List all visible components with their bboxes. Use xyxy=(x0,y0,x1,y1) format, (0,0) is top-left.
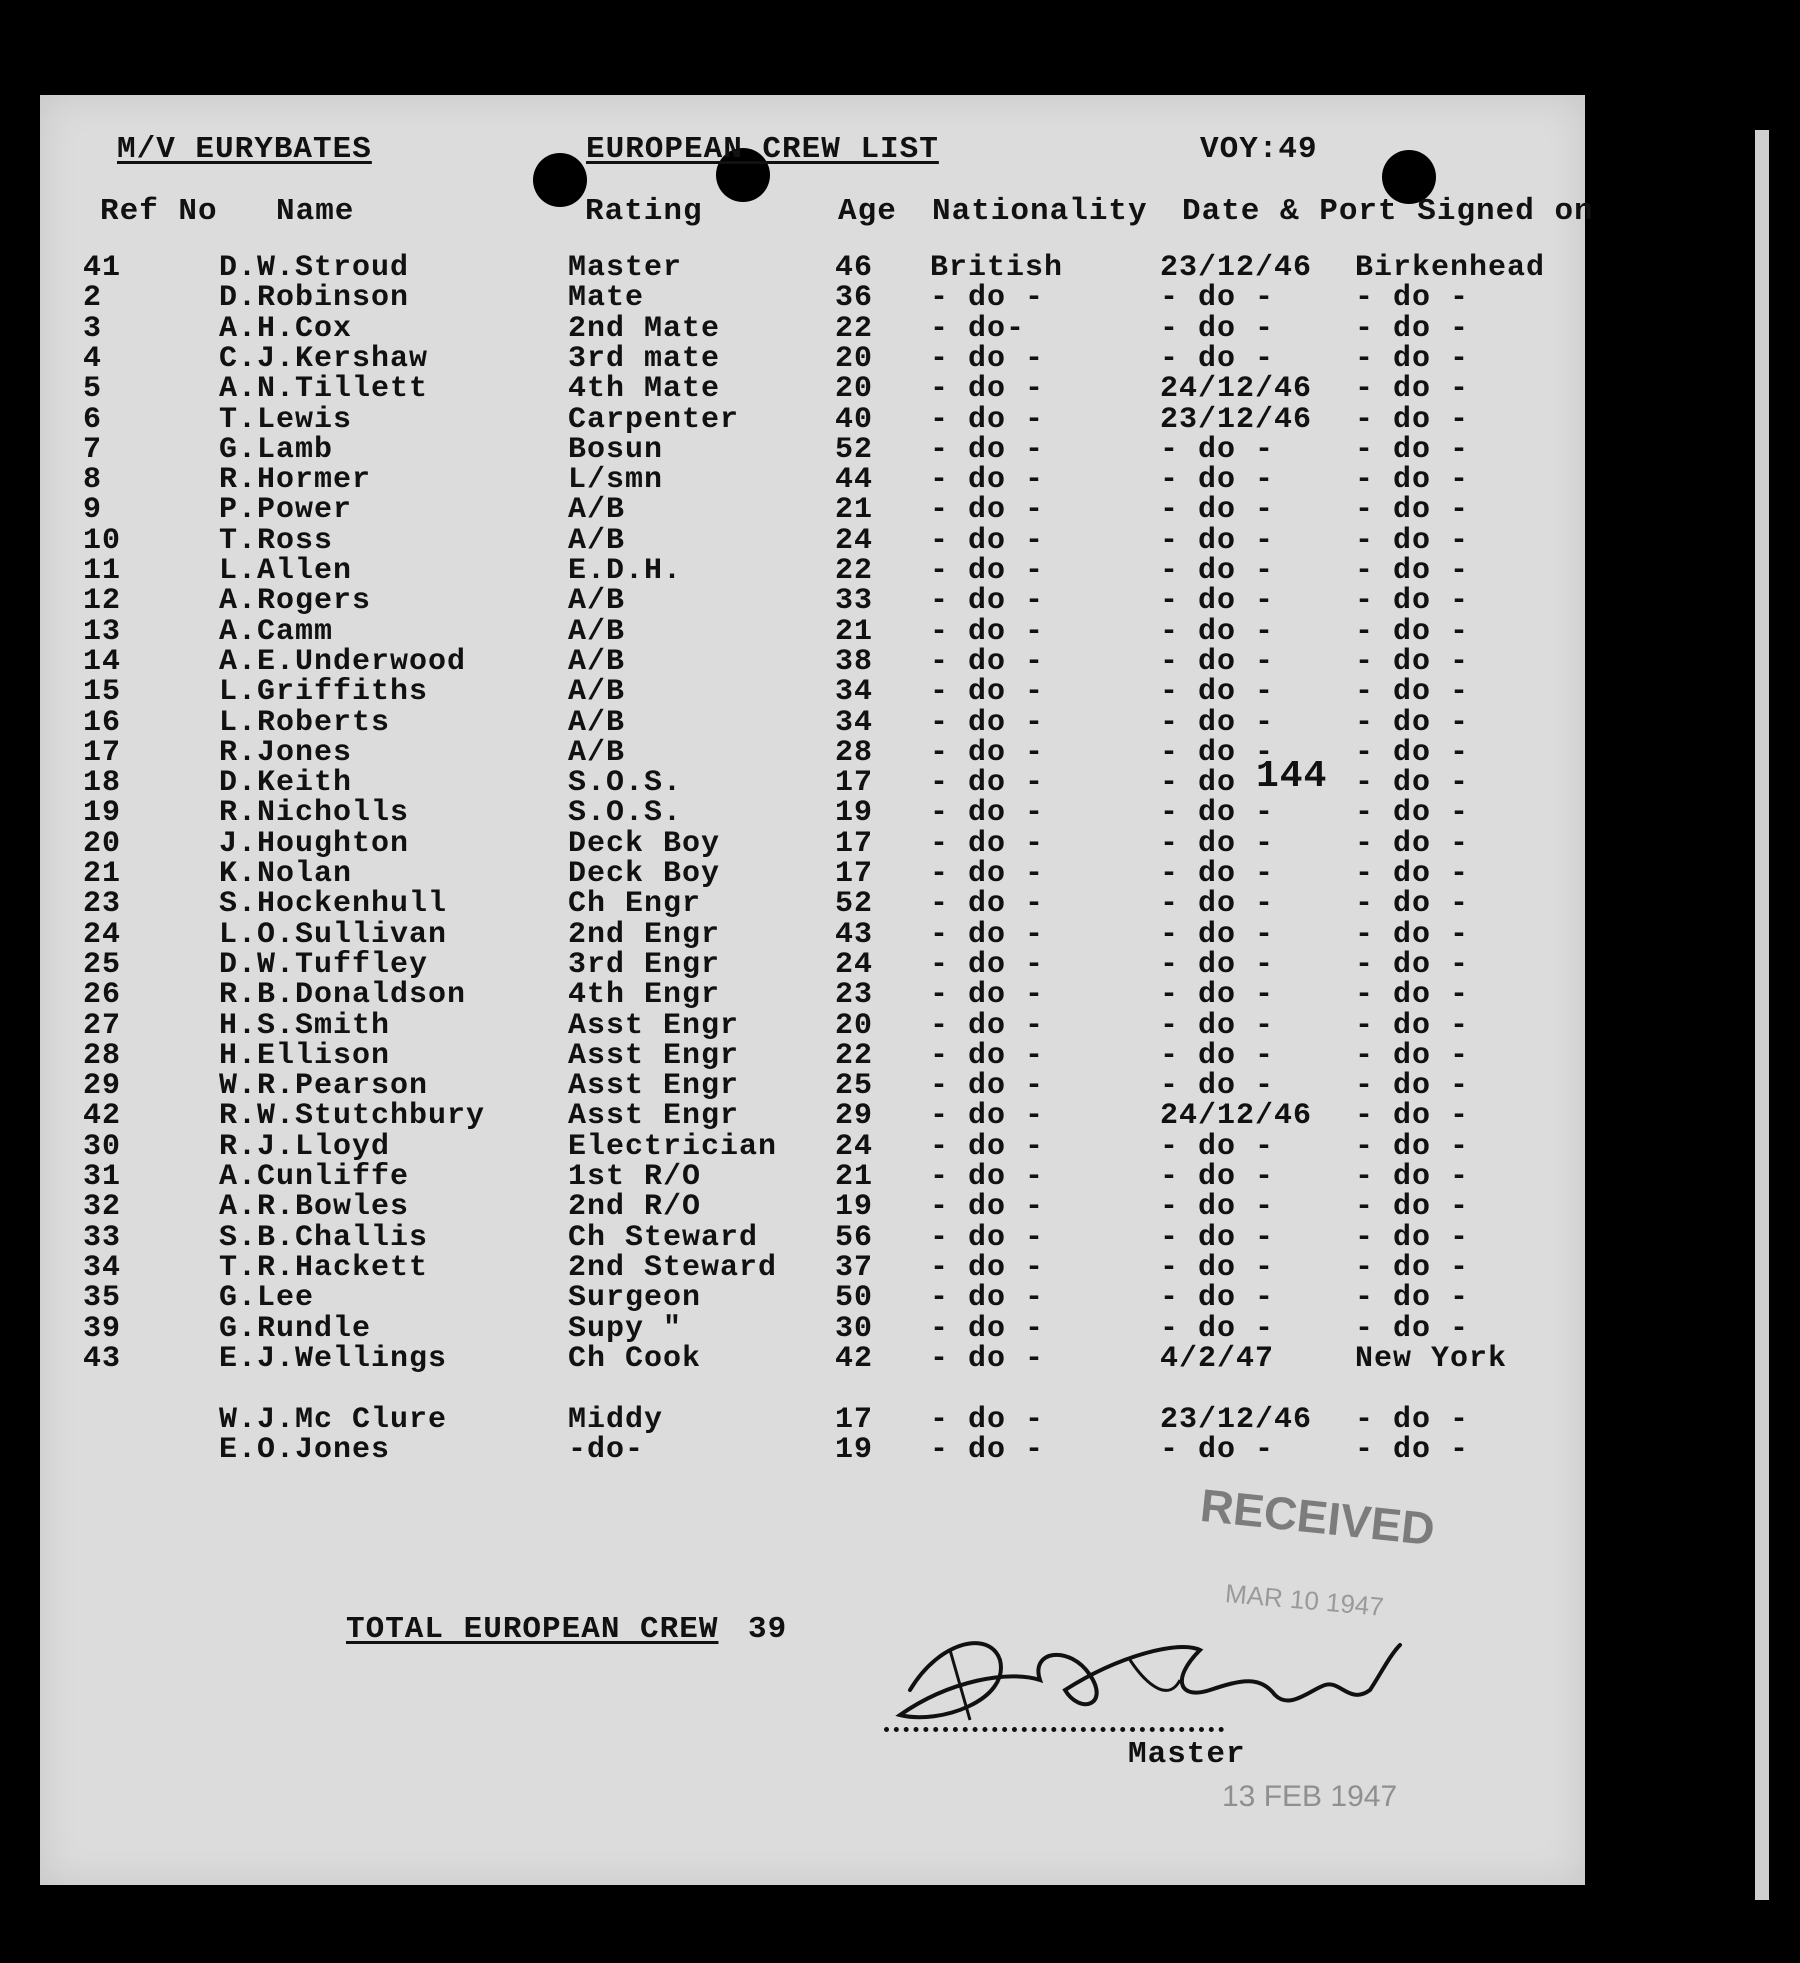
ref-cell: 30 xyxy=(83,1130,122,1164)
port-cell: - do - xyxy=(1355,857,1470,891)
date-cell: 23/12/46 xyxy=(1160,403,1313,437)
port-cell: - do - xyxy=(1355,1403,1470,1437)
rating-cell: Mate xyxy=(568,281,645,315)
port-cell: - do - xyxy=(1355,1281,1470,1315)
nationality-cell: - do - xyxy=(930,463,1045,497)
port-cell: - do - xyxy=(1355,675,1470,709)
adjacent-page-edge xyxy=(1755,130,1769,1900)
ref-cell: 28 xyxy=(83,1039,122,1073)
name-cell: E.O.Jones xyxy=(219,1433,391,1467)
ref-cell: 15 xyxy=(83,675,122,709)
date-cell: - do - xyxy=(1160,1069,1275,1103)
nationality-cell: - do - xyxy=(930,887,1045,921)
age-cell: 20 xyxy=(835,1009,874,1043)
ref-cell: 39 xyxy=(83,1312,122,1346)
port-cell: - do - xyxy=(1355,1190,1470,1224)
ref-cell: 2 xyxy=(83,281,103,315)
nationality-cell: - do - xyxy=(930,1342,1045,1376)
nationality-cell: - do - xyxy=(930,1251,1045,1285)
name-cell: L.O.Sullivan xyxy=(219,918,448,952)
age-cell: 29 xyxy=(835,1099,874,1133)
name-cell: D.Keith xyxy=(219,766,353,800)
rating-cell: A/B xyxy=(568,645,626,679)
age-cell: 30 xyxy=(835,1312,874,1346)
date-cell: - do - xyxy=(1160,1190,1275,1224)
rating-cell: Master xyxy=(568,251,683,285)
name-cell: R.J.Lloyd xyxy=(219,1130,391,1164)
ref-cell: 4 xyxy=(83,342,103,376)
rating-cell: L/smn xyxy=(568,463,664,497)
nationality-cell: - do - xyxy=(930,736,1045,770)
port-cell: - do - xyxy=(1355,796,1470,830)
date-cell: - do - xyxy=(1160,1312,1275,1346)
name-cell: G.Lamb xyxy=(219,433,334,467)
nationality-cell: - do - xyxy=(930,1130,1045,1164)
col-ref-no: Ref No xyxy=(100,194,218,229)
age-cell: 34 xyxy=(835,706,874,740)
age-cell: 21 xyxy=(835,615,874,649)
port-cell: - do - xyxy=(1355,524,1470,558)
name-cell: L.Allen xyxy=(219,554,353,588)
rating-cell: A/B xyxy=(568,493,626,527)
col-nationality: Nationality xyxy=(932,194,1148,229)
nationality-cell: - do - xyxy=(930,524,1045,558)
total-value: 39 xyxy=(748,1612,788,1647)
date-cell: - do - xyxy=(1160,433,1275,467)
age-cell: 17 xyxy=(835,1403,874,1437)
ref-cell: 25 xyxy=(83,948,122,982)
nationality-cell: - do - xyxy=(930,1190,1045,1224)
name-cell: H.Ellison xyxy=(219,1039,391,1073)
port-cell: - do - xyxy=(1355,1099,1470,1133)
ship-name: M/V EURYBATES xyxy=(117,132,372,167)
total-label: TOTAL EUROPEAN CREW xyxy=(346,1612,719,1647)
ref-cell: 19 xyxy=(83,796,122,830)
name-cell: R.Nicholls xyxy=(219,796,410,830)
age-cell: 50 xyxy=(835,1281,874,1315)
nationality-cell: - do - xyxy=(930,554,1045,588)
nationality-cell: - do - xyxy=(930,766,1045,800)
ref-cell: 6 xyxy=(83,403,103,437)
age-cell: 22 xyxy=(835,312,874,346)
rating-cell: Asst Engr xyxy=(568,1099,740,1133)
rating-cell: 2nd Steward xyxy=(568,1251,778,1285)
port-cell: - do - xyxy=(1355,493,1470,527)
age-cell: 21 xyxy=(835,1160,874,1194)
date-cell: - do - xyxy=(1160,978,1275,1012)
date-cell: - do - xyxy=(1160,706,1275,740)
received-date-stamp: MAR 10 1947 xyxy=(1224,1578,1386,1622)
age-cell: 22 xyxy=(835,1039,874,1073)
rating-cell: 2nd Mate xyxy=(568,312,721,346)
port-cell: - do - xyxy=(1355,1009,1470,1043)
nationality-cell: - do - xyxy=(930,1160,1045,1194)
port-cell: - do - xyxy=(1355,342,1470,376)
ref-cell: 11 xyxy=(83,554,122,588)
nationality-cell: - do - xyxy=(930,1099,1045,1133)
ref-cell: 7 xyxy=(83,433,103,467)
nationality-cell: - do - xyxy=(930,433,1045,467)
ref-cell: 23 xyxy=(83,887,122,921)
rating-cell: 2nd Engr xyxy=(568,918,721,952)
nationality-cell: - do - xyxy=(930,584,1045,618)
age-cell: 21 xyxy=(835,493,874,527)
rating-cell: 2nd R/O xyxy=(568,1190,702,1224)
rating-cell: Deck Boy xyxy=(568,827,721,861)
date-cell: - do - xyxy=(1160,312,1275,346)
port-cell: - do - xyxy=(1355,281,1470,315)
name-cell: W.R.Pearson xyxy=(219,1069,429,1103)
nationality-cell: - do - xyxy=(930,857,1045,891)
name-cell: E.J.Wellings xyxy=(219,1342,448,1376)
ref-cell: 32 xyxy=(83,1190,122,1224)
date-cell: - do - xyxy=(1160,1281,1275,1315)
date-cell: - do - xyxy=(1160,1221,1275,1255)
ref-cell: 34 xyxy=(83,1251,122,1285)
date-cell: - do - xyxy=(1160,796,1275,830)
age-cell: 24 xyxy=(835,1130,874,1164)
port-cell: - do - xyxy=(1355,736,1470,770)
name-cell: K.Nolan xyxy=(219,857,353,891)
received-stamp: RECEIVED xyxy=(1197,1478,1438,1556)
name-cell: A.Rogers xyxy=(219,584,372,618)
port-cell: - do - xyxy=(1355,1221,1470,1255)
date-cell: - do - xyxy=(1160,281,1275,315)
name-cell: T.Lewis xyxy=(219,403,353,437)
date-cell: 23/12/46 xyxy=(1160,1403,1313,1437)
date-cell: - do - xyxy=(1160,736,1275,770)
age-cell: 52 xyxy=(835,433,874,467)
age-cell: 42 xyxy=(835,1342,874,1376)
port-cell: - do - xyxy=(1355,918,1470,952)
rating-cell: S.O.S. xyxy=(568,796,683,830)
port-cell: - do - xyxy=(1355,463,1470,497)
rating-cell: Ch Steward xyxy=(568,1221,759,1255)
date-cell: - do - xyxy=(1160,554,1275,588)
nationality-cell: - do - xyxy=(930,281,1045,315)
name-cell: D.Robinson xyxy=(219,281,410,315)
nationality-cell: - do - xyxy=(930,1433,1045,1467)
age-cell: 43 xyxy=(835,918,874,952)
ref-cell: 13 xyxy=(83,615,122,649)
nationality-cell: - do - xyxy=(930,1069,1045,1103)
rating-cell: Carpenter xyxy=(568,403,740,437)
age-cell: 36 xyxy=(835,281,874,315)
port-cell: - do - xyxy=(1355,766,1470,800)
nationality-cell: - do - xyxy=(930,403,1045,437)
ref-cell: 20 xyxy=(83,827,122,861)
name-cell: A.Cunliffe xyxy=(219,1160,410,1194)
nationality-cell: - do - xyxy=(930,1009,1045,1043)
rating-cell: S.O.S. xyxy=(568,766,683,800)
name-cell: A.Camm xyxy=(219,615,334,649)
rating-cell: A/B xyxy=(568,615,626,649)
age-cell: 28 xyxy=(835,736,874,770)
ref-cell: 21 xyxy=(83,857,122,891)
name-cell: H.S.Smith xyxy=(219,1009,391,1043)
name-cell: S.B.Challis xyxy=(219,1221,429,1255)
port-cell: - do - xyxy=(1355,948,1470,982)
name-cell: G.Lee xyxy=(219,1281,315,1315)
rating-cell: Ch Cook xyxy=(568,1342,702,1376)
port-cell: - do - xyxy=(1355,554,1470,588)
port-cell: - do - xyxy=(1355,706,1470,740)
age-cell: 20 xyxy=(835,372,874,406)
ref-cell: 8 xyxy=(83,463,103,497)
date-cell: 4/2/47 xyxy=(1160,1342,1275,1376)
rating-cell: Bosun xyxy=(568,433,664,467)
age-cell: 19 xyxy=(835,796,874,830)
rating-cell: 4th Mate xyxy=(568,372,721,406)
ref-cell: 41 xyxy=(83,251,122,285)
name-cell: R.Jones xyxy=(219,736,353,770)
nationality-cell: - do - xyxy=(930,372,1045,406)
name-cell: T.R.Hackett xyxy=(219,1251,429,1285)
port-cell: - do - xyxy=(1355,1251,1470,1285)
ref-cell: 12 xyxy=(83,584,122,618)
rating-cell: 3rd Engr xyxy=(568,948,721,982)
voyage-number: VOY:49 xyxy=(1200,132,1318,167)
nationality-cell: - do - xyxy=(930,827,1045,861)
rating-cell: A/B xyxy=(568,706,626,740)
ref-cell: 14 xyxy=(83,645,122,679)
age-cell: 46 xyxy=(835,251,874,285)
date-cell: - do - xyxy=(1160,1433,1275,1467)
nationality-cell: British xyxy=(930,251,1064,285)
rating-cell: A/B xyxy=(568,736,626,770)
ref-cell: 16 xyxy=(83,706,122,740)
ref-cell: 24 xyxy=(83,918,122,952)
nationality-cell: - do - xyxy=(930,948,1045,982)
nationality-cell: - do - xyxy=(930,342,1045,376)
nationality-cell: - do - xyxy=(930,493,1045,527)
rating-cell: A/B xyxy=(568,524,626,558)
age-cell: 24 xyxy=(835,524,874,558)
name-cell: P.Power xyxy=(219,493,353,527)
rating-cell: Asst Engr xyxy=(568,1039,740,1073)
date-cell: - do - xyxy=(1160,463,1275,497)
rating-cell: Deck Boy xyxy=(568,857,721,891)
age-cell: 19 xyxy=(835,1190,874,1224)
name-cell: L.Roberts xyxy=(219,706,391,740)
age-cell: 25 xyxy=(835,1069,874,1103)
rating-cell: Surgeon xyxy=(568,1281,702,1315)
ref-cell: 18 xyxy=(83,766,122,800)
ref-cell: 5 xyxy=(83,372,103,406)
name-cell: A.R.Bowles xyxy=(219,1190,410,1224)
rating-cell: -do- xyxy=(568,1433,645,1467)
age-cell: 44 xyxy=(835,463,874,497)
name-cell: A.E.Underwood xyxy=(219,645,467,679)
col-age: Age xyxy=(838,194,897,229)
date-cell: - do - xyxy=(1160,1130,1275,1164)
nationality-cell: - do - xyxy=(930,645,1045,679)
nationality-cell: - do - xyxy=(930,918,1045,952)
name-cell: T.Ross xyxy=(219,524,334,558)
name-cell: J.Houghton xyxy=(219,827,410,861)
port-cell: New York xyxy=(1355,1342,1508,1376)
ref-cell: 17 xyxy=(83,736,122,770)
date-cell: 24/12/46 xyxy=(1160,1099,1313,1133)
age-cell: 17 xyxy=(835,827,874,861)
nationality-cell: - do - xyxy=(930,1403,1045,1437)
age-cell: 23 xyxy=(835,978,874,1012)
date-cell: - do xyxy=(1160,766,1237,800)
nationality-cell: - do - xyxy=(930,796,1045,830)
age-cell: 37 xyxy=(835,1251,874,1285)
handwritten-annotation: 144 xyxy=(1256,755,1328,798)
name-cell: A.H.Cox xyxy=(219,312,353,346)
rating-cell: E.D.H. xyxy=(568,554,683,588)
rating-cell: 4th Engr xyxy=(568,978,721,1012)
ref-cell: 29 xyxy=(83,1069,122,1103)
ref-cell: 43 xyxy=(83,1342,122,1376)
date-cell: - do - xyxy=(1160,887,1275,921)
name-cell: S.Hockenhull xyxy=(219,887,448,921)
age-cell: 33 xyxy=(835,584,874,618)
rating-cell: Asst Engr xyxy=(568,1009,740,1043)
port-cell: - do - xyxy=(1355,827,1470,861)
port-cell: - do - xyxy=(1355,1039,1470,1073)
nationality-cell: - do - xyxy=(930,706,1045,740)
name-cell: R.W.Stutchbury xyxy=(219,1099,486,1133)
nationality-cell: - do- xyxy=(930,312,1026,346)
port-cell: - do - xyxy=(1355,1130,1470,1164)
port-cell: - do - xyxy=(1355,1433,1470,1467)
nationality-cell: - do - xyxy=(930,1221,1045,1255)
name-cell: D.W.Stroud xyxy=(219,251,410,285)
age-cell: 22 xyxy=(835,554,874,588)
nationality-cell: - do - xyxy=(930,1312,1045,1346)
date-cell: - do - xyxy=(1160,918,1275,952)
name-cell: R.B.Donaldson xyxy=(219,978,467,1012)
name-cell: C.J.Kershaw xyxy=(219,342,429,376)
port-cell: - do - xyxy=(1355,1069,1470,1103)
name-cell: A.N.Tillett xyxy=(219,372,429,406)
master-signature xyxy=(880,1620,1420,1740)
date-cell: - do - xyxy=(1160,342,1275,376)
age-cell: 52 xyxy=(835,887,874,921)
age-cell: 40 xyxy=(835,403,874,437)
date-cell: - do - xyxy=(1160,1039,1275,1073)
name-cell: R.Hormer xyxy=(219,463,372,497)
port-cell: - do - xyxy=(1355,1312,1470,1346)
rating-cell: A/B xyxy=(568,675,626,709)
date-cell: - do - xyxy=(1160,493,1275,527)
ref-cell: 31 xyxy=(83,1160,122,1194)
date-cell: - do - xyxy=(1160,1009,1275,1043)
ref-cell: 10 xyxy=(83,524,122,558)
date-cell: - do - xyxy=(1160,827,1275,861)
age-cell: 17 xyxy=(835,766,874,800)
rating-cell: Ch Engr xyxy=(568,887,702,921)
port-cell: - do - xyxy=(1355,312,1470,346)
ref-cell: 33 xyxy=(83,1221,122,1255)
rating-cell: 1st R/O xyxy=(568,1160,702,1194)
date-stamp: 13 FEB 1947 xyxy=(1222,1780,1398,1813)
port-cell: - do - xyxy=(1355,403,1470,437)
rating-cell: Middy xyxy=(568,1403,664,1437)
ref-cell: 26 xyxy=(83,978,122,1012)
date-cell: 24/12/46 xyxy=(1160,372,1313,406)
date-cell: - do - xyxy=(1160,645,1275,679)
rating-cell: Asst Engr xyxy=(568,1069,740,1103)
name-cell: L.Griffiths xyxy=(219,675,429,709)
port-cell: - do - xyxy=(1355,978,1470,1012)
rating-cell: A/B xyxy=(568,584,626,618)
date-cell: - do - xyxy=(1160,857,1275,891)
date-cell: - do - xyxy=(1160,524,1275,558)
document-title: EUROPEAN CREW LIST xyxy=(586,132,939,167)
signature-title: Master xyxy=(1128,1737,1246,1772)
ref-cell: 3 xyxy=(83,312,103,346)
age-cell: 24 xyxy=(835,948,874,982)
age-cell: 34 xyxy=(835,675,874,709)
age-cell: 19 xyxy=(835,1433,874,1467)
rating-cell: Electrician xyxy=(568,1130,778,1164)
col-name: Name xyxy=(276,194,355,229)
age-cell: 56 xyxy=(835,1221,874,1255)
ref-cell: 42 xyxy=(83,1099,122,1133)
rating-cell: 3rd mate xyxy=(568,342,721,376)
ref-cell: 27 xyxy=(83,1009,122,1043)
ref-cell: 35 xyxy=(83,1281,122,1315)
rating-cell: Supy " xyxy=(568,1312,683,1346)
date-cell: - do - xyxy=(1160,1251,1275,1285)
date-cell: 23/12/46 xyxy=(1160,251,1313,285)
nationality-cell: - do - xyxy=(930,978,1045,1012)
name-cell: W.J.Mc Clure xyxy=(219,1403,448,1437)
port-cell: - do - xyxy=(1355,887,1470,921)
port-cell: - do - xyxy=(1355,372,1470,406)
name-cell: G.Rundle xyxy=(219,1312,372,1346)
age-cell: 17 xyxy=(835,857,874,891)
nationality-cell: - do - xyxy=(930,675,1045,709)
age-cell: 38 xyxy=(835,645,874,679)
name-cell: D.W.Tuffley xyxy=(219,948,429,982)
nationality-cell: - do - xyxy=(930,1281,1045,1315)
signature-line xyxy=(884,1727,1224,1732)
port-cell: - do - xyxy=(1355,584,1470,618)
ref-cell: 9 xyxy=(83,493,103,527)
port-cell: - do - xyxy=(1355,1160,1470,1194)
nationality-cell: - do - xyxy=(930,615,1045,649)
age-cell: 20 xyxy=(835,342,874,376)
punch-hole-1 xyxy=(533,153,587,207)
col-rating: Rating xyxy=(585,194,703,229)
port-cell: - do - xyxy=(1355,433,1470,467)
port-cell: Birkenhead xyxy=(1355,251,1546,285)
col-date-port: Date & Port Signed on xyxy=(1182,194,1594,229)
nationality-cell: - do - xyxy=(930,1039,1045,1073)
date-cell: - do - xyxy=(1160,1160,1275,1194)
port-cell: - do - xyxy=(1355,615,1470,649)
port-cell: - do - xyxy=(1355,645,1470,679)
date-cell: - do - xyxy=(1160,615,1275,649)
date-cell: - do - xyxy=(1160,584,1275,618)
date-cell: - do - xyxy=(1160,948,1275,982)
date-cell: - do - xyxy=(1160,675,1275,709)
